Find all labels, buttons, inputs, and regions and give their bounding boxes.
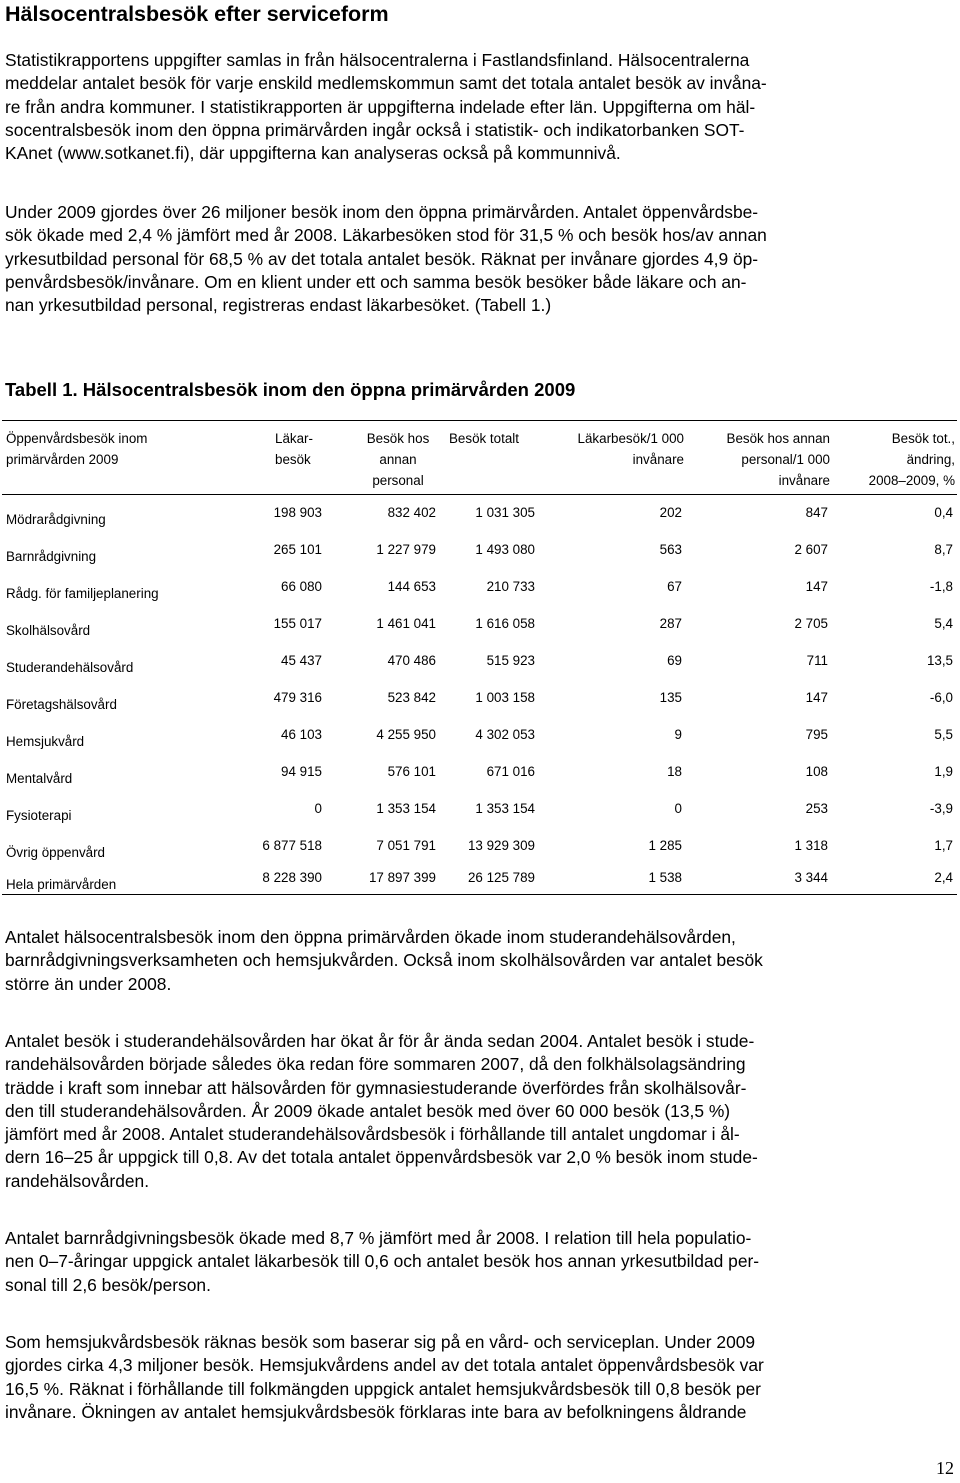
table-cell: 1 003 158 [475,690,535,705]
header-doctor-visits-per-1000: Läkarbesök/1 000 invånare [577,431,684,467]
table-cell: 5,5 [934,727,953,742]
table-cell: 1 353 154 [475,801,535,816]
text-line: Antalet barnrådgivningsbesök ökade med 8,7 % jämfört med år 2008. I relation till hela populatio- [5,1228,752,1248]
table-title: Tabell 1. Hälsocentralsbesök inom den öppna primärvården 2009 [5,379,576,400]
child-clinic-paragraph [5,1227,955,1297]
table-cell: 155 017 [273,616,322,631]
table-cell: 202 [659,505,682,520]
table-cell: 1 227 979 [376,542,436,557]
table-cell: 711 [806,653,828,668]
table-bottom-rule [2,894,957,895]
statistics-table [0,420,960,900]
table-cell: 479 316 [273,690,322,705]
text-line: Som hemsjukvårdsbesök räknas besök som baserar sig på en vård- och serviceplan. Under 2009 [5,1332,756,1352]
table-cell: 1 461 041 [376,616,436,631]
table-cell: 576 101 [387,764,436,779]
table-cell: 0 [674,801,682,816]
text-line: dern 16–25 år uppgick till 0,8. Av det totala antalet öppenvårdsbesök var 2,0 % besök inom stude- [5,1147,758,1168]
table-cell: -1,8 [929,579,953,594]
row-label: Övrig öppenvård [6,845,105,860]
table-cell: 1 353 154 [376,801,436,816]
table-cell: 0,4 [934,505,953,520]
table-cell: 1,9 [934,764,953,779]
header-service-form: Öppenvårdsbesök inom primärvården 2009 [6,431,148,467]
section-title: Hälsocentralsbesök efter serviceform [5,2,389,26]
page-number: 12 [936,1458,954,1478]
text-line: sonal till 2,6 besök/person. [5,1274,211,1295]
text-line: jämfört med år 2008. Antalet studerandehälsovårdsbesök i förhållande till antalet ungdomar i ål- [5,1124,740,1145]
visits-paragraph [5,201,955,317]
table-cell: 1,7 [934,838,953,853]
table-cell: 18 [667,764,682,779]
text-line: socentralsbesök inom den öppna primärvården ingår också i statistik- och indikatorbanken SOT- [5,119,745,140]
table-cell: 7 051 791 [376,838,436,853]
table-cell: 2 705 [794,616,828,631]
table-cell: 1 538 [648,870,682,885]
table-cell: 795 [805,727,828,742]
text-line: penvårdsbesök/invånare. Om en klient under ett och samma besök besöker både läkare och an- [5,271,747,292]
table-cell: 470 486 [387,653,436,668]
text-line: meddelar antalet besök för varje enskild medlemskommun samt det totala antalet besök av invåna- [5,73,767,94]
text-line: nan yrkesutbildad personal, registreras endast läkarbesöket. (Tabell 1.) [5,295,552,316]
table-cell: 144 653 [387,579,436,594]
text-line: randehälsovården. [5,1170,150,1191]
text-line: nen 0–7-åringar uppgick antalet läkarbesök till 0,6 och antalet besök hos annan yrkesutbildad per- [5,1251,760,1272]
text-line: re från andra kommuner. I statistikrapporten är uppgifterna indelade efter län. Uppgifterna om häl- [5,96,756,117]
row-label: Barnrådgivning [6,549,97,564]
table-cell: 253 [805,801,828,816]
table-cell: 1 493 080 [475,542,535,557]
text-line: gjordes cirka 4,3 miljoner besök. Hemsjukvårdens andel av det totala antalet öppenvårdsbesök var [5,1355,764,1376]
text-line: Antalet besök i studerandehälsovården har ökat år för år ända sedan 2004. Antalet besök i stude- [5,1031,755,1051]
row-label: Skolhälsovård [6,623,91,638]
text-line: sök ökade med 2,4 % jämfört med år 2008. Läkarbesöken stod för 31,5 % och besök hos/av annan [5,225,767,246]
row-label: Studerandehälsovård [6,660,134,675]
text-line: yrkesutbildad personal för 68,5 % av det totala antalet besök. Räknat per invånare gjordes 4,9 öp- [5,248,759,269]
table-cell: 1 285 [648,838,682,853]
text-line: Statistikrapportens uppgifter samlas in från hälsocentralerna i Fastlandsfinland. Hälsocentralerna [5,50,750,70]
increase-paragraph [5,926,955,996]
table-cell: 3 344 [794,870,828,885]
table-cell: 563 [659,542,682,557]
table-cell: 671 016 [486,764,535,779]
table-cell: 287 [659,616,682,631]
table-cell: 135 [659,690,682,705]
home-care-paragraph [5,1331,955,1424]
row-label: Företagshälsovård [6,697,117,712]
text-line: invånare. Ökningen av antalet hemsjukvårdsbesök förklaras inte bara av befolkningens åldrande [5,1401,747,1422]
table-cell: 13 929 309 [467,838,535,853]
table-cell: 45 437 [281,653,322,668]
row-label: Hela primärvården [6,877,117,892]
row-label: Hemsjukvård [6,734,85,749]
table-cell: 2 607 [794,542,828,557]
text-line: den till studerandehälsovården. År 2009 ökade antalet besök med över 60 000 besök (13,5 %) [5,1100,731,1121]
table-cell: 1 031 305 [475,505,535,520]
row-label: Mödrarådgivning [6,512,106,527]
row-label: Rådg. för familjeplanering [6,586,159,601]
header-change-percent: Besök tot., ändring, 2008–2009, % [868,431,955,488]
table-top-rule [2,420,957,421]
table-cell: 13,5 [926,653,953,668]
table-cell: 265 101 [273,542,322,557]
table-cell: 8,7 [934,542,953,557]
table-cell: 210 733 [486,579,535,594]
table-cell: 26 125 789 [467,870,535,885]
intro-paragraph [5,49,955,165]
table-cell: 2,4 [934,870,953,885]
table-cell: -3,9 [929,801,953,816]
table-cell: 0 [314,801,322,816]
table-cell: 69 [667,653,682,668]
table-cell: 6 877 518 [262,838,322,853]
header-doctor-visits: Läkar- besök [275,431,313,467]
header-other-visits-per-1000: Besök hos annan personal/1 000 invånare [726,431,830,488]
table-cell: 4 302 053 [475,727,535,742]
table-cell: 67 [667,579,682,594]
text-line: barnrådgivningsverksamheten och hemsjukvården. Också inom skolhälsovården var antalet besök [5,950,763,971]
header-other-staff-visits: Besök hos annan personal [366,431,430,488]
table-cell: 515 923 [486,653,535,668]
table-header-rule [2,494,957,495]
row-label: Mentalvård [6,771,73,786]
table-cell: 17 897 399 [368,870,436,885]
text-line: KAnet (www.sotkanet.fi), där uppgifterna kan analyseras också på kommunnivå. [5,143,621,164]
student-health-paragraph [5,1030,955,1193]
table-cell: 46 103 [281,727,322,742]
table-cell: 1 616 058 [475,616,535,631]
table-cell: 108 [805,764,828,779]
table-cell: 66 080 [281,579,322,594]
table-cell: 8 228 390 [262,870,322,885]
header-total-visits: Besök totalt [449,431,519,446]
table-cell: 5,4 [934,616,953,631]
table-cell: 832 402 [387,505,436,520]
table-cell: 147 [805,690,828,705]
text-line: trädde i kraft som innebar att hälsovården för gymnasiestuderande överfördes från skolhälsovår- [5,1077,747,1098]
table-cell: 523 842 [387,690,436,705]
table-cell: 198 903 [273,505,322,520]
row-label: Fysioterapi [6,808,72,823]
table-cell: 147 [805,579,828,594]
table-cell: 847 [805,505,828,520]
text-line: randehälsovården började således öka redan före sommaren 2007, då den folkhälsolagsändring [5,1054,746,1075]
text-line: Antalet hälsocentralsbesök inom den öppna primärvården ökade inom studerandehälsovården, [5,927,736,947]
text-line: större än under 2008. [5,973,172,994]
table-cell: 94 915 [281,764,322,779]
table-cell: -6,0 [929,690,953,705]
table-cell: 9 [674,727,682,742]
text-line: 16,5 %. Räknat i förhållande till folkmängden uppgick antalet hemsjukvårdsbesök till 0,8 besök per [5,1378,761,1399]
text-line: Under 2009 gjordes över 26 miljoner besök inom den öppna primärvården. Antalet öppenvårdsbe- [5,202,759,222]
table-cell: 4 255 950 [376,727,436,742]
table-cell: 1 318 [794,838,828,853]
